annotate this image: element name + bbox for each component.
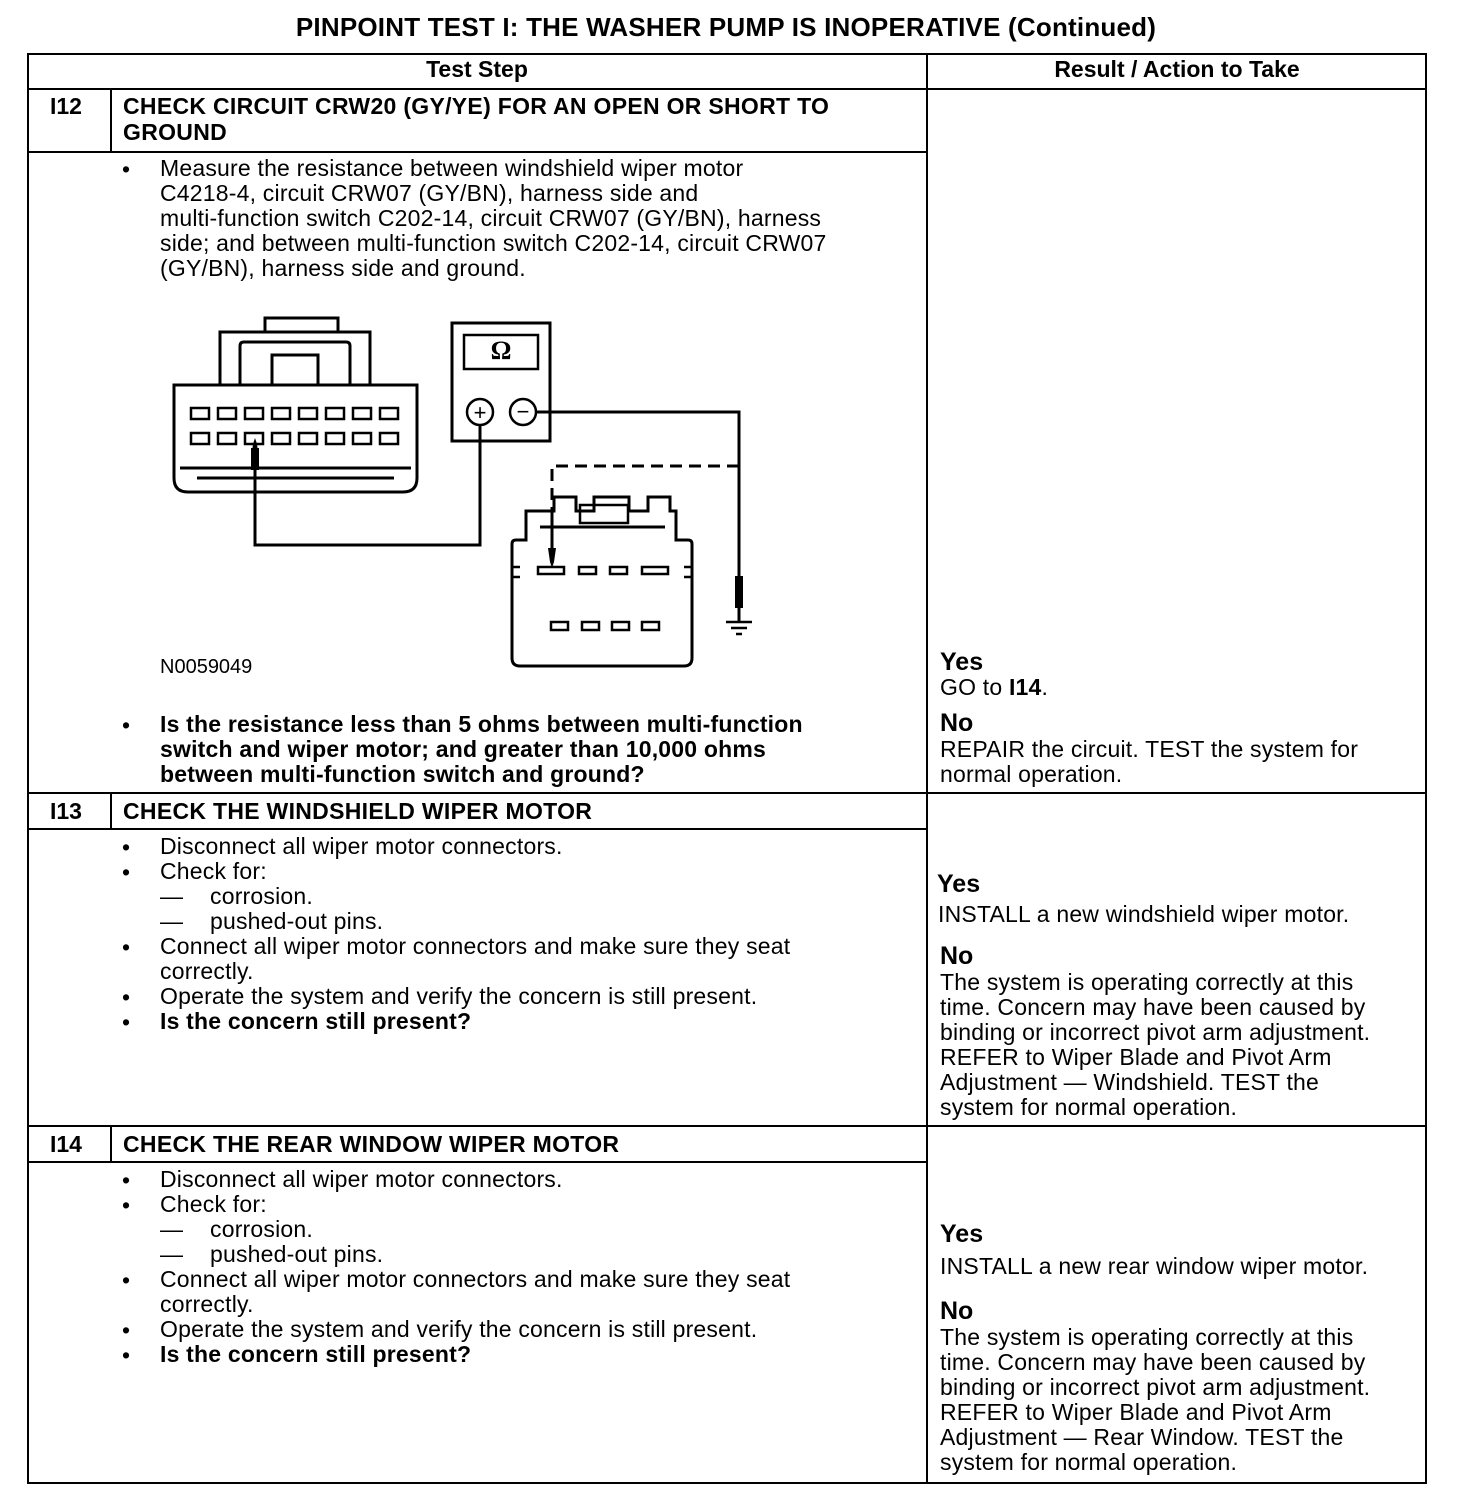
list-item: Connect all wiper motor connectors and make sure they seat correctly.: [160, 1266, 791, 1317]
measure-instructions: Measure the resistance between windshield wiper motor C4218-4, circuit CRW07 (GY/BN), harness side and multi-function switch C202-14, circuit CRW07 (GY/BN), harness side; and between multi-function switch C202-14, circuit CRW07 (GY/BN), harness side and ground.: [160, 155, 827, 281]
yes-label: Yes: [940, 1220, 984, 1248]
bullet: •: [122, 1009, 131, 1035]
plus-terminal: +: [473, 400, 487, 425]
list-item: Is the concern still present?: [160, 1008, 472, 1034]
bullet: •: [122, 859, 131, 885]
ohm-symbol: Ω: [490, 336, 512, 365]
yes-action: INSTALL a new rear window wiper motor.: [940, 1253, 1369, 1279]
probe-handle: [251, 448, 259, 470]
header-result: Result / Action to Take: [1054, 56, 1300, 82]
step-number: I13: [50, 798, 82, 824]
list-item: Check for:: [160, 1191, 267, 1217]
bullet: •: [122, 712, 131, 738]
wiper-motor-connector: [512, 497, 692, 666]
probe-lead-negative: [536, 412, 739, 576]
bullet: •: [122, 1267, 131, 1293]
list-item: Operate the system and verify the concern is still present.: [160, 983, 758, 1009]
ground-probe: [735, 576, 743, 608]
step-title: CHECK THE REAR WINDOW WIPER MOTOR: [123, 1131, 620, 1157]
list-item: Operate the system and verify the concern is still present.: [160, 1316, 758, 1342]
jumper-dashed: [552, 466, 739, 510]
list-item: Disconnect all wiper motor connectors.: [160, 833, 563, 859]
yes-action: GO to I14.: [940, 674, 1049, 700]
bullet: •: [122, 984, 131, 1010]
list-item: Is the concern still present?: [160, 1341, 472, 1367]
no-action: REPAIR the circuit. TEST the system for normal operation.: [940, 736, 1359, 787]
header-test-step: Test Step: [426, 56, 528, 82]
yes-action: INSTALL a new windshield wiper motor.: [938, 901, 1350, 927]
no-label: No: [940, 709, 974, 737]
no-label: No: [940, 942, 974, 970]
minus-terminal: −: [516, 399, 530, 424]
multi-function-switch-connector: [174, 318, 417, 492]
bullet: •: [122, 1317, 131, 1343]
dash: —: [160, 1241, 184, 1267]
dash: —: [160, 883, 184, 909]
step-number: I14: [50, 1131, 82, 1157]
sub-item: pushed-out pins.: [210, 908, 384, 934]
dash: —: [160, 908, 184, 934]
sub-item: corrosion.: [210, 883, 313, 909]
bullet: •: [122, 1192, 131, 1218]
figure-id: N0059049: [160, 656, 253, 678]
yes-label: Yes: [937, 870, 981, 898]
bullet: •: [122, 834, 131, 860]
sub-item: pushed-out pins.: [210, 1241, 384, 1267]
page-title: PINPOINT TEST I: THE WASHER PUMP IS INOPERATIVE (Continued): [295, 12, 1157, 42]
sub-item: corrosion.: [210, 1216, 313, 1242]
list-item: Connect all wiper motor connectors and make sure they seat correctly.: [160, 933, 791, 984]
probe-tip: [548, 548, 556, 568]
step-title: CHECK CIRCUIT CRW20 (GY/YE) FOR AN OPEN OR SHORT TO GROUND: [123, 93, 830, 145]
step-title: CHECK THE WINDSHIELD WIPER MOTOR: [123, 798, 593, 824]
bullet: •: [122, 1342, 131, 1368]
step-number: I12: [50, 93, 82, 119]
bullet: •: [122, 156, 131, 182]
no-label: No: [940, 1297, 974, 1325]
bullet: •: [122, 934, 131, 960]
yes-label: Yes: [940, 648, 984, 676]
i12-question: Is the resistance less than 5 ohms between multi-function switch and wiper motor; and greater than 10,000 ohms between multi-function switch and ground?: [160, 711, 803, 787]
connector-cavities: [191, 408, 398, 444]
no-action: The system is operating correctly at this time. Concern may have been caused by binding or incorrect pivot arm adjustment. REFER to Wiper Blade and Pivot Arm Adjustment — Rear Window. TEST the system for normal operation.: [940, 1324, 1371, 1475]
list-item: Disconnect all wiper motor connectors.: [160, 1166, 563, 1192]
list-item: Check for:: [160, 858, 267, 884]
no-action: The system is operating correctly at this time. Concern may have been caused by binding or incorrect pivot arm adjustment. REFER to Wiper Blade and Pivot Arm Adjustment — Windshield. TEST the system for normal operation.: [940, 969, 1371, 1120]
bullet: •: [122, 1167, 131, 1193]
dash: —: [160, 1216, 184, 1242]
